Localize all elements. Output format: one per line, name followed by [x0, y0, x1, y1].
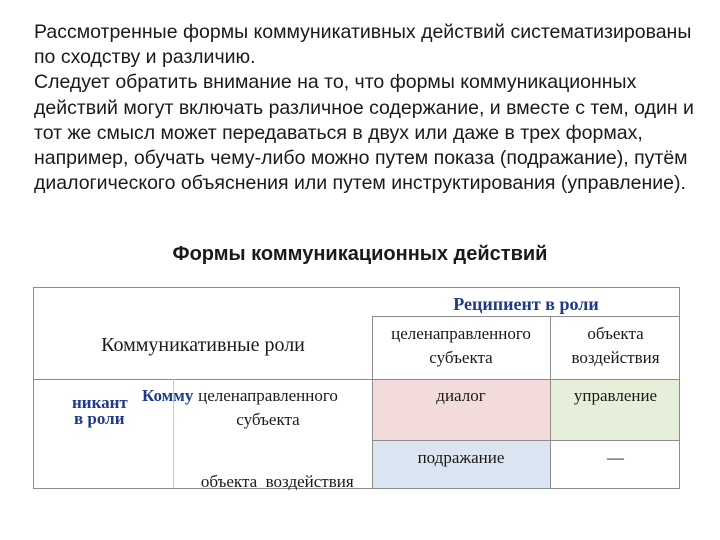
cell-imitation — [372, 446, 550, 470]
col-header-object-label: объекта воздействия — [571, 324, 660, 367]
intro-paragraph-2: Следует обратить внимание на то, что формы коммуникационных действий могут включать различное содержание, и вместе с тем, один и тот же смысл может передаваться в двух или даже в трех формах, например, обучать чему-либо можно путем показа (подражание), путём диалогического объяснения или путем инструктирования (управление). — [34, 71, 694, 195]
row-label-subject-text: целенаправленного субъекта — [198, 386, 338, 429]
col-header-subject — [372, 322, 550, 370]
col-header-subject-label: целенаправленного субъекта — [391, 324, 531, 367]
row-label-object-text: объекта воздействия — [200, 472, 354, 491]
communicant-label-b: никант — [72, 393, 128, 412]
cell-management-text: управление — [573, 386, 658, 405]
cell-dialog — [372, 384, 550, 408]
intro-text — [34, 20, 694, 196]
roles-header-label: Коммуникативные роли — [101, 334, 305, 356]
col-header-object — [551, 322, 680, 370]
cell-dash-text: — — [607, 448, 624, 467]
grid-line — [372, 316, 680, 317]
row-label-object — [174, 446, 372, 494]
section-title: Формы коммуникационных действий — [172, 243, 548, 265]
cell-dash — [551, 446, 680, 470]
communicant-label-a: Комму — [142, 386, 194, 405]
communicant-label-c: в роли — [74, 409, 125, 428]
intro-paragraph-1: Рассмотренные формы коммуникативных действий систематизированы по сходству и различию. — [34, 21, 692, 69]
cell-imitation-text: подражание — [417, 448, 505, 467]
cell-management — [551, 384, 680, 408]
grid-line — [33, 379, 680, 380]
cell-dialog-text: диалог — [436, 386, 486, 405]
row-label-subject — [178, 384, 358, 432]
recipient-header-label: Реципиент в роли — [453, 294, 599, 314]
grid-line — [372, 440, 680, 441]
recipient-header — [372, 292, 680, 316]
roles-header — [34, 332, 372, 358]
